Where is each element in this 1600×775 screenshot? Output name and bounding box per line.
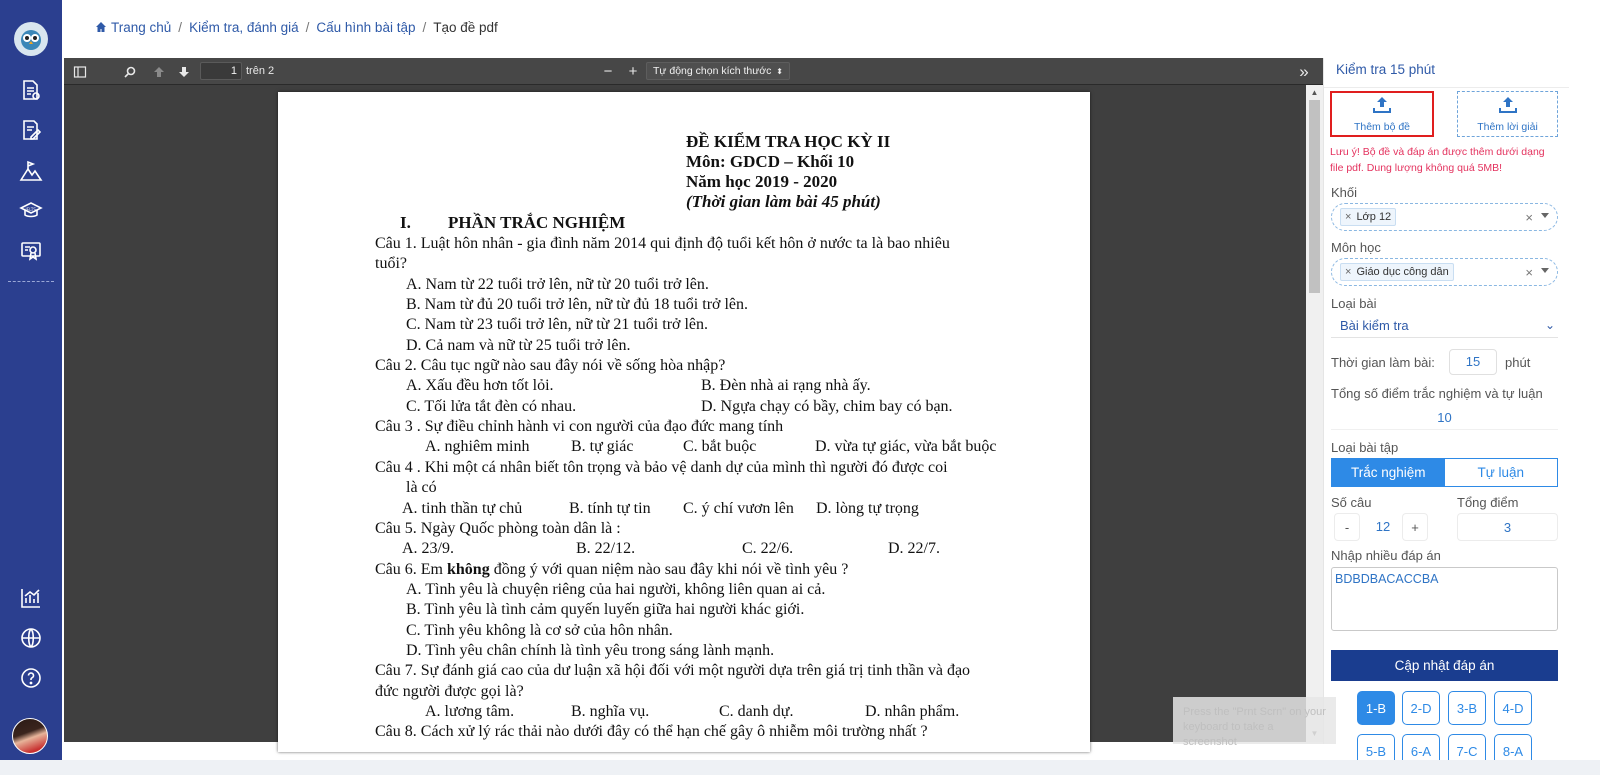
exam-duration: (Thời gian làm bài 45 phút) (686, 192, 881, 211)
sidebar-toggle-icon[interactable] (72, 62, 88, 81)
option-line: A. 23/9. (402, 540, 454, 557)
breadcrumb (95, 17, 498, 37)
bottom-strip (0, 760, 1600, 775)
score-input[interactable]: 3 (1457, 513, 1558, 541)
answer-chip[interactable]: 6-A (1402, 734, 1440, 768)
breadcrumb-separator: / (422, 19, 427, 35)
add-solution-button[interactable] (1457, 91, 1558, 137)
user-avatar[interactable] (12, 718, 48, 754)
option-line: C. Tình yêu không là cơ sở của hôn nhân. (406, 622, 673, 639)
question-line: Câu 8. Cách xử lý rác thải nào dưới đây có thể hạn chế gây ô nhiễm môi trường nhất ? (375, 723, 928, 740)
option-line: A. tinh thần tự chủ (402, 500, 523, 517)
next-page-icon[interactable] (176, 62, 192, 81)
time-input[interactable]: 15 (1449, 349, 1497, 375)
screenshot-toast: Press the "Prnt Scrn" on your keyboard to take a screenshot (1173, 697, 1336, 744)
more-tools-button[interactable]: » (1299, 61, 1309, 81)
option-line: D. nhân phẩm. (865, 703, 960, 720)
question-line (375, 560, 848, 580)
type-select[interactable] (1331, 314, 1558, 338)
option-line: B. tính tự tin (569, 500, 651, 517)
panel-divider (1324, 87, 1569, 88)
tab-essay[interactable]: Tự luận (1445, 459, 1558, 486)
time-unit: phút (1505, 355, 1531, 370)
total-score-label: Tổng số điểm trắc nghiệm và tự luận (1331, 386, 1543, 401)
answers-textarea[interactable]: BDBDBACACCBA (1331, 567, 1558, 631)
answer-chip[interactable]: 5-B (1357, 734, 1395, 768)
question-line: Câu 5. Ngày Quốc phòng toàn dân là : (375, 520, 621, 537)
sidebar-divider (8, 281, 54, 282)
clear-icon[interactable]: × (1525, 210, 1533, 225)
grade-tag-label: Lớp 12 (1356, 211, 1392, 223)
option-line: A. Xấu đều hơn tốt lỏi. (406, 377, 554, 394)
question-line: là có (406, 479, 437, 496)
type-select-value: Bài kiểm tra (1340, 318, 1409, 333)
question-emphasis: không (447, 561, 490, 578)
remove-tag-icon[interactable]: × (1345, 266, 1352, 278)
ielts-icon[interactable] (15, 195, 47, 227)
mountain-flag-icon[interactable] (15, 155, 47, 187)
answer-chip[interactable]: 3-B (1448, 691, 1486, 725)
chart-icon[interactable] (15, 582, 47, 614)
home-icon[interactable] (95, 21, 107, 33)
option-line: D. Ngựa chạy có bầy, chim bay có bạn. (701, 398, 953, 415)
grade-select[interactable] (1331, 203, 1558, 231)
subject-tag-label: Giáo dục công dân (1356, 266, 1449, 278)
upload-icon (1498, 96, 1518, 119)
exam-subject: Môn: GDCD – Khối 10 (686, 152, 855, 171)
left-sidebar (0, 0, 62, 760)
subject-select[interactable] (1331, 258, 1558, 286)
answer-chip[interactable]: 4-D (1494, 691, 1532, 725)
upload-note: Lưu ý! Bộ đề và đáp án được thêm dưới dạng file pdf. Dung lượng không quá 5MB! (1330, 146, 1545, 174)
section-number: I. (400, 213, 411, 232)
chevron-down-icon: ⌄ (1544, 318, 1555, 332)
add-solution-label: Thêm lời giải (1477, 120, 1538, 133)
option-line: A. lương tâm. (425, 703, 515, 720)
decrement-button[interactable]: - (1334, 513, 1360, 541)
total-score-input[interactable]: 10 (1331, 406, 1558, 430)
option-line: C. danh dự. (719, 703, 794, 720)
option-line: B. nghĩa vụ. (571, 703, 650, 720)
section-title: PHẦN TRẮC NGHIỆM (448, 213, 626, 232)
question-line: Câu 2. Câu tục ngữ nào sau đây nói về sống hòa nhập? (375, 357, 726, 374)
answer-chip[interactable]: 7-C (1448, 734, 1486, 768)
pdf-viewer (64, 58, 1323, 742)
question-count-label: Số câu (1331, 495, 1372, 510)
exam-year: Năm học 2019 - 2020 (686, 172, 838, 191)
help-icon[interactable] (15, 662, 47, 694)
owl-logo-icon[interactable] (14, 22, 48, 56)
updown-caret-icon: ⬍ (776, 66, 783, 76)
option-line: D. Cả nam và nữ từ 25 tuổi trở lên. (406, 337, 631, 354)
option-line: C. Nam từ 23 tuổi trở lên, nữ từ 21 tuổi trở lên. (406, 316, 709, 333)
increment-button[interactable]: + (1402, 513, 1428, 541)
subject-tag[interactable] (1340, 263, 1454, 281)
remove-tag-icon[interactable]: × (1345, 211, 1352, 223)
option-line: C. bắt buộc (683, 438, 757, 455)
add-question-set-button[interactable] (1330, 91, 1434, 137)
config-panel (1323, 58, 1568, 759)
panel-title: Kiểm tra 15 phút (1336, 62, 1436, 77)
page-total-label: trên 2 (246, 65, 275, 77)
grade-tag[interactable] (1340, 208, 1396, 226)
chevron-down-icon[interactable] (1541, 268, 1549, 273)
option-line: D. vừa tự giác, vừa bắt buộc (815, 438, 997, 455)
option-line: B. Tình yêu là tình cảm quyến luyến giữa hai người khác giới. (406, 601, 805, 618)
question-line: Câu 1. Luật hôn nhân - gia đình năm 2014 qui định độ tuổi kết hôn ở nước ta là bao nhiêu (375, 235, 950, 252)
exercise-type-tabs (1331, 458, 1558, 487)
question-line: tuổi? (375, 255, 407, 272)
question-count-input[interactable]: 12 (1375, 519, 1391, 534)
certificate-icon[interactable] (15, 235, 47, 267)
option-line: A. Tình yêu là chuyện riêng của hai người, không liên quan ai cả. (406, 581, 826, 598)
breadcrumb-current: Tạo đề pdf (433, 19, 498, 35)
breadcrumb-config[interactable]: Cấu hình bài tập (316, 19, 416, 35)
document-check-icon[interactable] (15, 74, 47, 106)
pdf-toolbar (64, 58, 1323, 85)
question-suffix: đồng ý với quan niệm nào sau đây khi nói về tình yêu ? (493, 561, 849, 578)
chevron-down-icon[interactable] (1541, 213, 1549, 218)
previous-page-icon[interactable] (151, 62, 167, 81)
option-line: D. 22/7. (888, 540, 940, 557)
subject-label: Môn học (1331, 240, 1381, 255)
score-label: Tổng điểm (1457, 495, 1519, 510)
option-line: B. tự giác (571, 438, 634, 455)
time-label: Thời gian làm bài: (1331, 355, 1435, 370)
answer-chip[interactable]: 2-D (1402, 691, 1440, 725)
edit-document-icon[interactable] (15, 114, 47, 146)
option-line: B. Nam từ đủ 20 tuổi trở lên, nữ từ đủ 18 tuổi trở lên. (406, 296, 749, 313)
page-number-input[interactable] (200, 62, 242, 80)
scroll-up-icon[interactable]: ▲ (1310, 88, 1319, 97)
breadcrumb-separator: / (305, 19, 310, 35)
type-label: Loại bài (1331, 296, 1377, 311)
option-line: C. 22/6. (742, 540, 794, 557)
option-line: C. Tối lửa tắt đèn có nhau. (406, 398, 577, 415)
breadcrumb-assessment[interactable]: Kiểm tra, đánh giá (189, 19, 299, 35)
pdf-scrollbar[interactable] (1306, 85, 1323, 742)
clear-icon[interactable]: × (1525, 265, 1533, 280)
breadcrumb-separator: / (178, 19, 183, 35)
question-line: Câu 7. Sự đánh giá cao của dư luận xã hội đối với một người dựa trên giá trị tinh thần và đạo (375, 662, 971, 679)
option-line: D. lòng tự trọng (816, 500, 919, 517)
answers-label: Nhập nhiều đáp án (1331, 548, 1441, 563)
question-prefix: Câu 6. Em (375, 561, 443, 578)
zoom-select-label: Tự động chọn kích thước (653, 65, 772, 77)
option-line: C. ý chí vươn lên (683, 500, 794, 517)
tab-multiple-choice[interactable]: Trắc nghiệm (1332, 459, 1445, 486)
globe-icon[interactable] (15, 622, 47, 654)
pdf-page (278, 92, 1090, 752)
exercise-type-label: Loại bài tập (1331, 440, 1399, 455)
question-line: Câu 3 . Sự điều chỉnh hành vi con người của đạo đức mang tính (375, 418, 784, 435)
update-answers-button[interactable]: Cập nhật đáp án (1331, 650, 1558, 681)
option-line: A. nghiêm minh (425, 438, 530, 455)
search-icon[interactable] (122, 62, 138, 81)
grade-label: Khối (1331, 185, 1358, 200)
option-line: B. Đèn nhà ai rạng nhà ấy. (701, 377, 871, 394)
svg-text:IELTS: IELTS (25, 207, 36, 212)
answer-chip[interactable]: 1-B (1357, 691, 1395, 725)
add-question-set-label: Thêm bộ đề (1353, 120, 1411, 133)
scroll-thumb[interactable] (1309, 100, 1320, 293)
option-line: D. Tình yêu chân chính là tình yêu trong sáng lành mạnh. (406, 642, 775, 659)
answer-chip[interactable]: 8-A (1494, 734, 1532, 768)
option-line: B. 22/12. (576, 540, 636, 557)
upload-icon (1372, 96, 1392, 119)
zoom-select[interactable] (646, 62, 790, 80)
breadcrumb-home[interactable]: Trang chủ (111, 19, 172, 35)
option-line: A. Nam từ 22 tuổi trở lên, nữ từ 20 tuổi trở lên. (406, 276, 709, 293)
question-line: Câu 4 . Khi một cá nhân biết tôn trọng và bảo vệ danh dự của mình thì người đó được coi (375, 459, 948, 476)
exam-title: ĐỀ KIỂM TRA HỌC KỲ II (686, 132, 891, 151)
zoom-out-button[interactable]: − (603, 63, 613, 80)
zoom-in-button[interactable]: + (628, 63, 638, 80)
question-line: đức người được gọi là? (375, 683, 524, 700)
